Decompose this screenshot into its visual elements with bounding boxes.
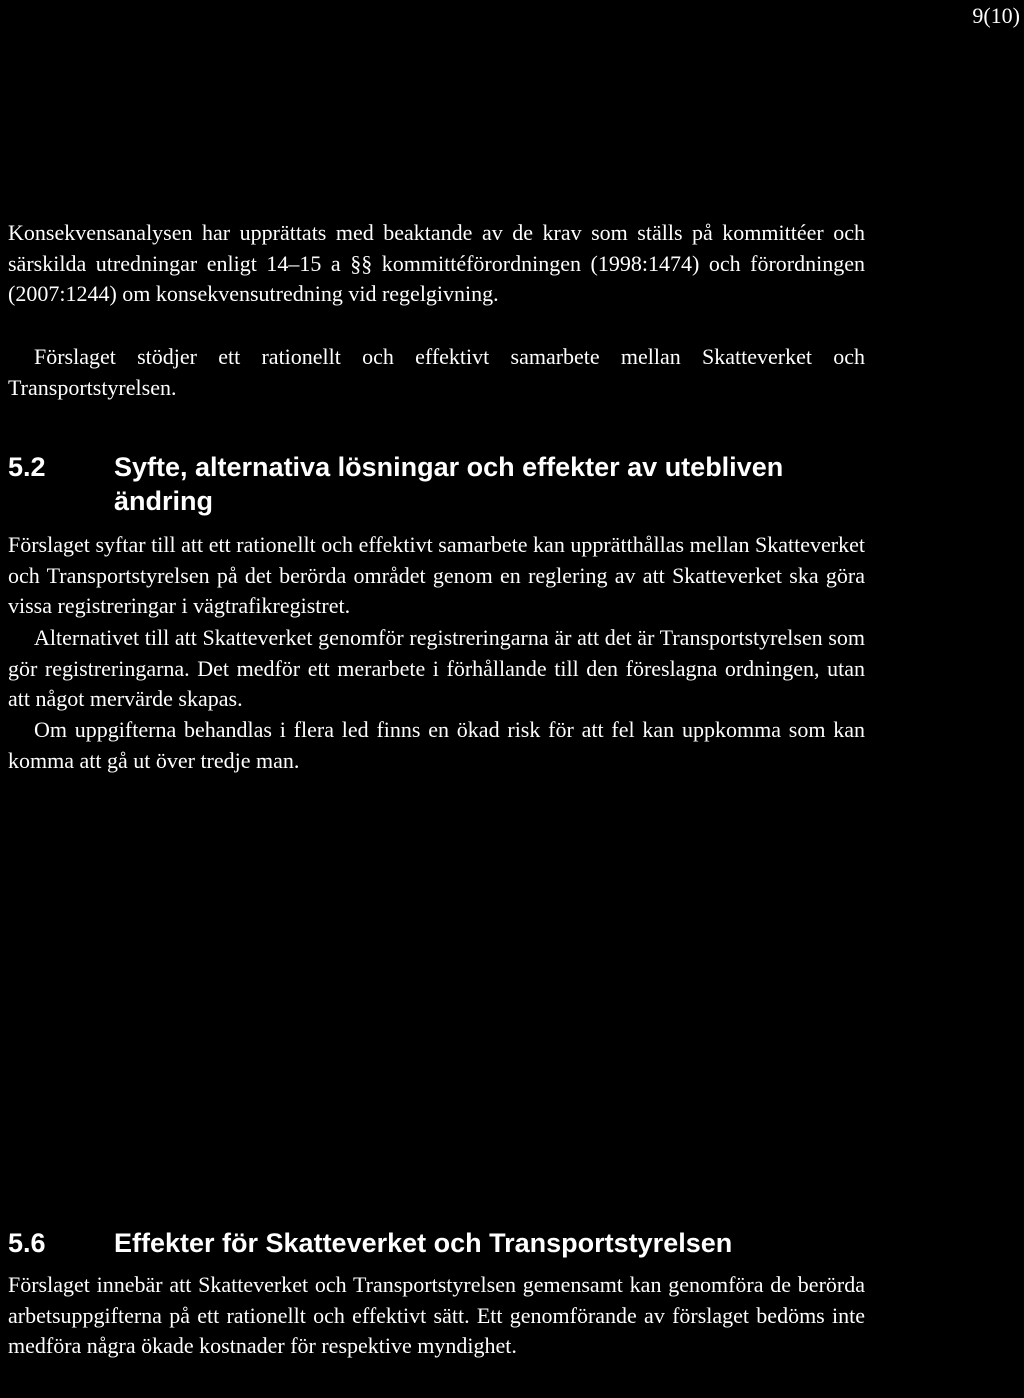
section-5-2-paragraph-1: Förslaget syftar till att ett rationellt och effektivt samarbete kan upprätthållas mellan Skatteverket och Transportstyrelsen på det berörda området genom en reglering av att Skatteverket ska göra vissa registreringar i vägtrafikregistret. (8, 532, 865, 619)
intro-paragraph-1: Konsekvensanalysen har upprättats med beaktande av de krav som ställs på kommittéer och särskilda utredningar enligt 14–15 a §§ kommittéförordningen (1998:1474) och förordningen (2007:1244) om konsekvensutredning vid regelgivning. (8, 220, 865, 307)
page-number: 9(10) (972, 3, 1020, 28)
section-number: 5.2 (8, 452, 46, 482)
section-title: Syfte, alternativa lösningar och effekter av utebliven ändring (114, 452, 784, 516)
section-5-2-paragraph-2: Alternativet till att Skatteverket genomför registreringarna är att det är Transportstyrelsen som gör registreringarna. Det medför ett merarbete i förhållande till den föreslagna ordningen, utan att något mervärde skapas. (8, 625, 865, 712)
section-heading-5-2 (8, 450, 868, 522)
section-5-6-paragraph-1: Förslaget innebär att Skatteverket och Transportstyrelsen gemensamt kan genomföra de berörda arbetsuppgifterna på ett rationellt och effektivt sätt. Ett genomförande av förslaget bedöms inte medföra några ökade kostnader för respektive myndighet. (8, 1272, 865, 1359)
section-heading-5-6 (8, 1226, 868, 1262)
section-5-2-paragraph-3: Om uppgifterna behandlas i flera led finns en ökad risk för att fel kan uppkomma som kan komma att gå ut över tredje man. (8, 717, 865, 773)
section-title: Effekter för Skatteverket och Transportstyrelsen (114, 1228, 733, 1258)
intro-paragraph-2: Förslaget stödjer ett rationellt och effektivt samarbete mellan Skatteverket och Transportstyrelsen. (8, 344, 865, 400)
section-number: 5.6 (8, 1228, 46, 1258)
